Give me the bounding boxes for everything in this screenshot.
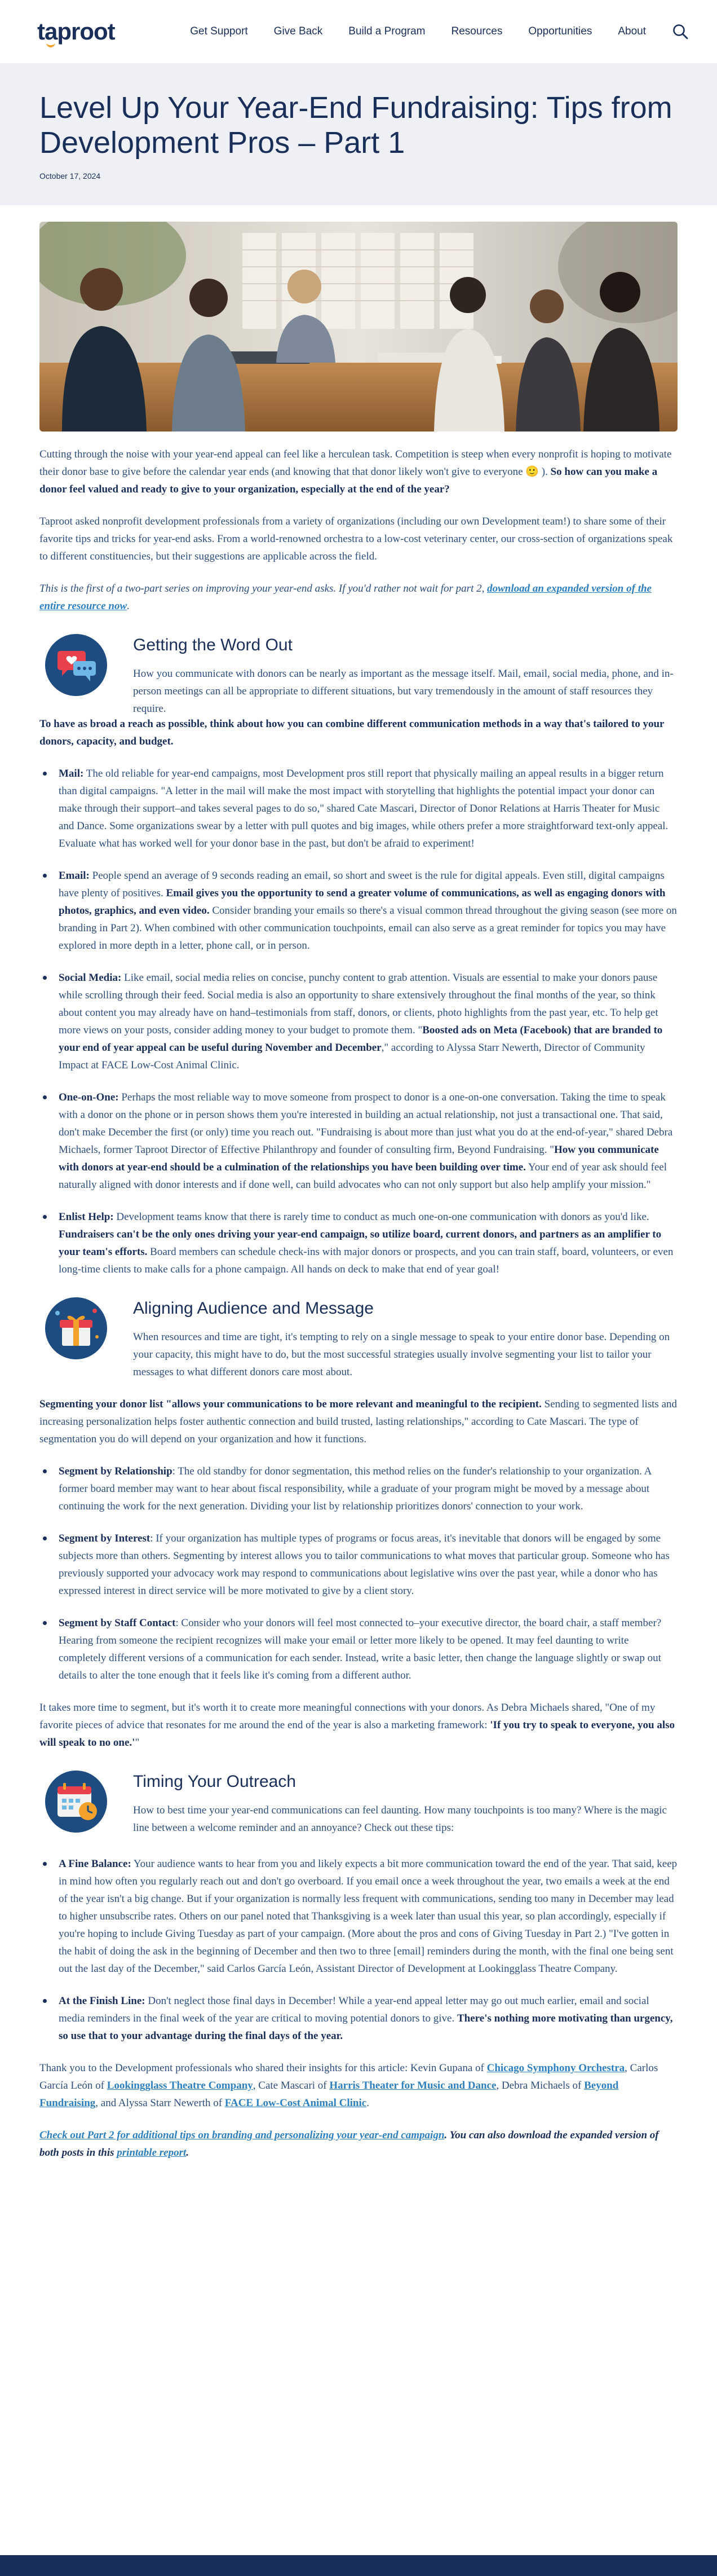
list-item-text: : The old standby for donor segmentation, this method relies on the funder's relationship to your organization. A former board member may want to hear about fiscal responsibility, while a graduate of your program might be moved by a message about continuing the work for the next generation. Dividing your list by relationship prioritizes donors' connection to your work.: [59, 1465, 652, 1512]
list-item-title: One-on-One:: [59, 1091, 119, 1103]
list-item-text: People spend an average of 9 seconds reading an email, so short and sweet is the rule for digital appeals. Even still, digital campaigns have plenty of positives.: [59, 870, 665, 899]
list-item-emphasis: Email gives you the opportunity to send a greater volume of communications, as well as engaging donors with photos, graphics, and even video.: [59, 887, 666, 917]
calendar-clock-icon: [45, 1771, 107, 1833]
intro-paragraph-2: Taproot asked nonprofit development professionals from a variety of organizations (including our own Development team!) to share some of their favorite tips and tricks for year-end asks. From a world-renowned orchestra to a low-cost veterinary center, our cross-section of organizations speak to different constituencies, but their suggestions are applicable across the field.: [39, 516, 673, 562]
list-item-title: Mail:: [59, 768, 84, 780]
list-item-emphasis: Fundraisers can't be the only ones driving your year-end campaign, so utilize board, current donors, and partners as an amplifier to your team's efforts.: [59, 1228, 662, 1258]
hero-image: [39, 222, 678, 431]
section-intro: When resources and time are tight, it's tempting to rely on a single message to speak to your entire donor base. Depending on your capacity, this might have to do, but the most successful strategies usually involve segmenting your list to tailor your messages to what different donors care most about.: [133, 1331, 670, 1378]
section-aligning-audience: [39, 1297, 678, 1381]
download-expanded-link[interactable]: download an expanded version of the entire resource now: [39, 583, 652, 612]
list-item-emphasis: How you communicate with donors at year-end should be a culmination of the relationships you have been building over time.: [59, 1144, 659, 1173]
list-item-title: Enlist Help:: [59, 1211, 114, 1223]
face-clinic-link[interactable]: FACE Low-Cost Animal Clinic: [224, 2097, 367, 2109]
list-item-text: Like email, social media relies on concise, punchy content to grab attention. Visuals are essential to make your donors pause while scrolling through their feed. Social media is also an opportunity to share extensively throughout the final months of the year, so think about content you may already have on hand–testimonials from staff, donors, or clients, photo highlights from the past year, etc. To help get more views on your posts, consider adding money to your budget to promote them. ": [59, 972, 658, 1036]
thanks-text: , Debra Michaels of: [496, 2080, 585, 2091]
thanks-text: Thank you to the Development professionals who shared their insights for this article: Kevin Gupana of: [39, 2062, 487, 2074]
section-title: Aligning Audience and Message: [133, 1299, 374, 1318]
list-item: [39, 1089, 678, 1194]
nav-build-a-program[interactable]: Build a Program: [348, 25, 426, 37]
list-item: [39, 867, 678, 954]
list-item-text: ," according to Alyssa Starr Newerth, Director of Community Impact at FACE Low-Cost Animal Clinic.: [59, 1042, 645, 1071]
nav-give-back[interactable]: Give Back: [273, 25, 323, 37]
section-title: Getting the Word Out: [133, 636, 293, 654]
title-band: [0, 63, 717, 205]
thanks-paragraph: [39, 2059, 678, 2112]
main-nav: [190, 25, 646, 38]
intro-emphasis: So how can you make a donor feel valued and ready to give to your organization, especially at the end of the year?: [39, 466, 658, 495]
list-item-text: Perhaps the most reliable way to move someone from prospect to donor is a one-on-one conversation. Taking the time to speak with a donor on the phone or in person shows them you're interested in building an actual relationship, not just a transactional one. That said, don't make December the first (or only) time you reach out. "Fundraising is about more than just what you do at the end-of-year," shared Debra Michaels, former Taproot Director of Effective Philanthropy and founder of consulting firm, Beyond Fundraising. ": [59, 1091, 673, 1156]
gift-box-icon: [45, 1297, 107, 1359]
segmenting-text: Sending to segmented lists and increasing personalization helps foster authentic connection and build trusted, lasting relationships," according to Cate Mascari. The type of segmentation you do will depend on your organization and how it functions.: [39, 1398, 678, 1445]
page-title: Level Up Your Year-End Fundraising: Tips from Development Pros – Part 1: [39, 91, 672, 160]
nav-about[interactable]: About: [618, 25, 646, 37]
list-item-text: The old reliable for year-end campaigns, most Development pros still report that physically mailing an appeal results in a bigger return than digital campaigns. "A letter in the mail will make the most impact with storytelling that highlights the potential impact your donor can make through their support–and takes several pages to do so," shared Cate Mascari, Director of Donor Relations at Harris Theater for Music and Dance. Some organizations swear by a letter with pull quotes and big images, while others prefer a more straightforward text-only appeal. Evaluate what has worked well for your donor base in the past, but don't be afraid to experiment!: [59, 768, 669, 849]
section-intro: [133, 665, 678, 717]
final-paragraph: [39, 2126, 678, 2161]
list-item: [39, 765, 678, 852]
part-2-link[interactable]: Check out Part 2 for additional tips on branding and personalizing your year-end campaign: [39, 2129, 445, 2141]
printable-report-link[interactable]: printable report: [117, 2147, 187, 2159]
list-item-text: Don't neglect those final days in December! While a year-end appeal letter may go out much earlier, email and social media reminders in the final week of the year are critical to moving potential donors to give.: [59, 1995, 649, 2024]
list-item-emphasis: There's nothing more motivating than urgency, so use that to your advantage during the final days of the year.: [59, 2013, 673, 2042]
list-item: [39, 1855, 678, 1978]
closing-quote: 'If you try to speak to everyone, you also will speak to no one.': [39, 1719, 675, 1749]
meeting-photo-illustration: [39, 222, 678, 431]
intro-text: Cutting through the noise with your year-end appeal can feel like a herculean task. Competition is steep when every nonprofit is hoping to motivate their donor base to give before the calendar year ends (and knowing that that donor likely won't give to everyone 🙂 ).: [39, 448, 672, 478]
thanks-text: , and Alyssa Starr Newerth of: [95, 2097, 225, 2109]
list-item: [39, 1614, 678, 1684]
list-item-text: Development teams know that there is rarely time to conduct as much one-on-one communication with donors as you'd like.: [113, 1211, 649, 1223]
list-item-title: At the Finish Line:: [59, 1995, 145, 2007]
list-item-text: Board members can schedule check-ins with major donors or prospects, and you can train staff, board, volunteers, or even long-time clients to make calls for a phone campaign. All hands on deck to make that end of year goal!: [59, 1246, 674, 1275]
list-item: [39, 1208, 678, 1278]
section-emphasis-paragraph: [39, 715, 678, 750]
thanks-text: .: [366, 2097, 369, 2109]
section-timing-outreach: [39, 1771, 678, 1850]
list-item-text: : If your organization has multiple types of programs or focus areas, it's inevitable that donors will be engaged by some subjects more than others. Segmenting by interest allows you to tailor communications to what moves that particular group. Someone who has previously supported your advocacy work may respond to communications about legislative wins over the past year, while a donor who has expressed interest in direct service will be more motivated to give by a client story.: [59, 1533, 670, 1597]
beyond-fundraising-link[interactable]: Beyond Fundraising: [39, 2080, 619, 2109]
harris-theater-link[interactable]: Harris Theater for Music and Dance: [329, 2080, 497, 2091]
nav-resources[interactable]: Resources: [451, 25, 503, 37]
segmentation-list: [39, 1463, 678, 1684]
lookingglass-link[interactable]: Lookingglass Theatre Company: [107, 2080, 253, 2091]
chicago-symphony-link[interactable]: Chicago Symphony Orchestra: [486, 2062, 625, 2074]
list-item: [39, 1992, 678, 2045]
list-item-title: Social Media:: [59, 972, 122, 984]
intro-paragraph-1: [39, 446, 678, 498]
closing-punct: ": [135, 1737, 140, 1749]
list-item-text: Your audience wants to hear from you and likely expects a bit more communication toward the end of the year. That said, keep in mind how often you regularly reach out and don't go overboard. If you email once a week throughout the year, two emails a week at the end of the year isn't a big change. But if your organization is normally less frequent with communications, sending too many in December may lead to higher unsubscribe rates. Others on our panel noted that Thanksgiving is a week later than usual this year, so plan accordingly, especially if you're hoping to include Giving Tuesday as part of your campaign. (More about the pros and cons of Giving Tuesday in Part 2.) "I've gotten in the habit of doing the ask in the beginning of December and then two to three [email] reminders during the month, with the final one being sent out the last day of the December," said Carlos García León, Assistant Director of Development at Lookingglass Theatre Company.: [59, 1858, 678, 1975]
list-item-text: Your end of year ask should feel naturally aligned with donor interests and if done well, can build advocates who can not only support but also help amplify your mission.": [59, 1161, 667, 1191]
publish-date: October 17, 2024: [39, 171, 101, 180]
list-item-title: Email:: [59, 870, 90, 882]
list-item-text: : Consider who your donors will feel most connected to–your executive director, the board chair, a staff member? Hearing from someone the recipient recognizes will make your email or letter more likely to be opened. It may feel daunting to write completely different versions of a communication for each sender. Instead, write a basic letter, then change the language slightly or swap out details to alter the tone enough that it feels like it's coming from a different author.: [59, 1617, 662, 1681]
final-text: . You can also download the expanded version of both posts in this: [39, 2129, 659, 2159]
footer-band: [0, 2555, 717, 2576]
section-getting-word-out: [39, 634, 678, 717]
segmenting-emphasis: Segmenting your donor list "allows your communications to be more relevant and meaningful to the recipient.: [39, 1398, 542, 1410]
segmenting-closing: [39, 1699, 678, 1751]
article-body: [39, 446, 678, 2176]
chat-heart-icon: [45, 634, 107, 696]
timing-list: [39, 1855, 678, 2045]
list-item: [39, 1530, 678, 1600]
section-intro-text: How you communicate with donors can be nearly as important as the message itself. Mail, email, social media, phone, and in-person meetings can all be appropriate to different situations, but vary tremendously in the amount of staff resources they require.: [133, 668, 674, 715]
list-item: [39, 969, 678, 1074]
section-intro-emphasis: To have as broad a reach as possible, think about how you can combine different communication methods in a way that's tailored to your donors, capacity, and budget.: [39, 718, 665, 747]
punctuation: .: [127, 600, 130, 612]
intro-paragraph-3: [39, 580, 678, 615]
section-intro: How to best time your year-end communications can feel daunting. How many touchpoints is too many? Where is the magic line between a welcome reminder and an annoyance? Check out these tips:: [133, 1804, 667, 1834]
series-note: This is the first of a two-part series on improving your year-end asks. If you'd rather not wait for part 2,: [39, 583, 488, 595]
list-item-title: Segment by Relationship: [59, 1465, 172, 1477]
list-item: [39, 1463, 678, 1515]
thanks-text: , Carlos García León of: [39, 2062, 658, 2091]
segmenting-paragraph: [39, 1395, 678, 1448]
list-item-title: A Fine Balance:: [59, 1858, 131, 1870]
thanks-text: , Cate Mascari of: [253, 2080, 330, 2091]
list-item-text: Consider branding your emails so there's a visual common thread throughout the giving season (see more on branding in Part 2). When combined with other communication touchpoints, email can also serve as a great reminder for topics you may have explored in more depth in a letter, phone call, or in person.: [59, 905, 677, 952]
nav-opportunities[interactable]: Opportunities: [528, 25, 592, 37]
list-item-title: Segment by Staff Contact: [59, 1617, 176, 1629]
communication-methods-list: [39, 765, 678, 1278]
section-title: Timing Your Outreach: [133, 1772, 296, 1791]
taproot-logo[interactable]: t a proot: [37, 18, 115, 45]
search-icon[interactable]: [672, 23, 689, 40]
final-punct: .: [186, 2147, 189, 2159]
site-header: [0, 0, 717, 63]
list-item-emphasis: Boosted ads on Meta (Facebook) that are branded to your end of year appeal can be useful during November and December: [59, 1024, 663, 1054]
list-item-title: Segment by Interest: [59, 1533, 151, 1544]
closing-text: It takes more time to segment, but it's worth it to create more meaningful connections with your donors. As Debra Michaels shared, "One of my favorite pieces of advice that resonates for me around the end of the year is also a marketing framework:: [39, 1702, 656, 1731]
nav-get-support[interactable]: Get Support: [190, 25, 248, 37]
